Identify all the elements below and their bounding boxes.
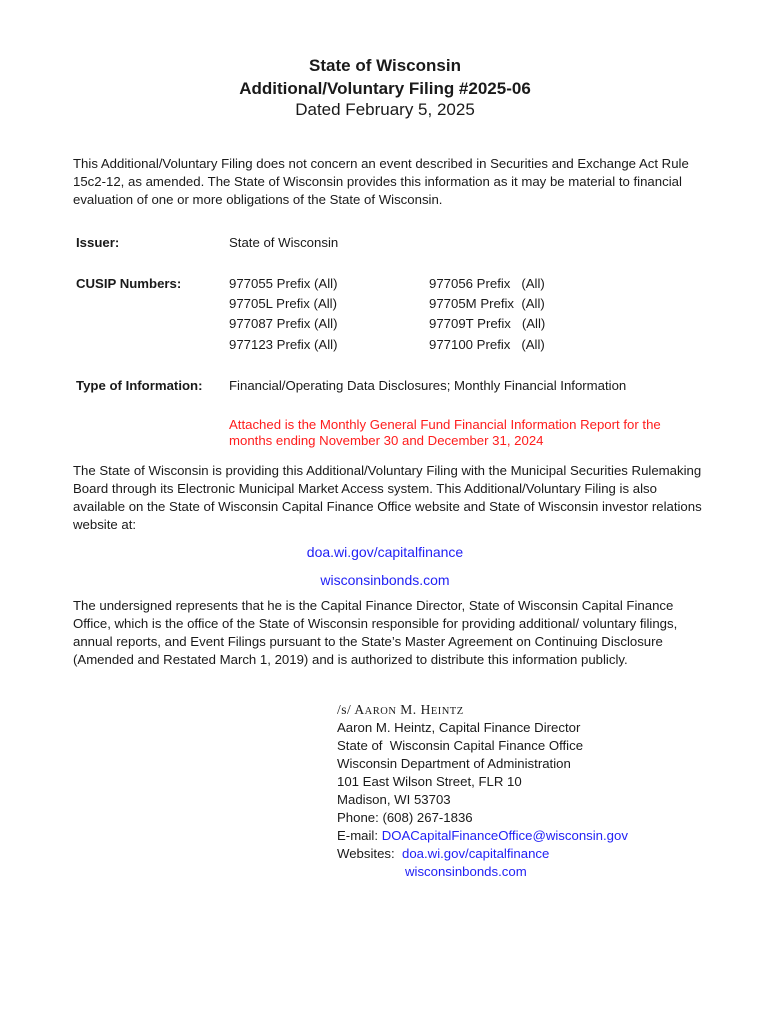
websites-line — [337, 845, 549, 863]
signature: /s/ AARON M. HEINTZ — [337, 702, 464, 717]
cusip-item: 977123 Prefix (All) — [229, 337, 338, 352]
email-label: E-mail: — [337, 828, 379, 843]
filing-number: Additional/Voluntary Filing #2025-06 — [239, 79, 531, 98]
cusip-item: 97705L Prefix (All) — [229, 296, 337, 311]
intro-paragraph: This Additional/Voluntary Filing does not concern an event described in Securities and Exchange Act Rule 15c2-12, as amended. The State of Wisconsin provides this information as it may be material to financial evaluation of one or more obligations of the State of Wisconsin. — [73, 156, 689, 207]
cusip-item: 97709T Prefix (All) — [429, 316, 546, 331]
email-line — [337, 827, 628, 845]
cusip-label: CUSIP Numbers: — [76, 276, 182, 291]
website-link-capital-finance[interactable]: doa.wi.gov/capitalfinance — [402, 846, 550, 861]
cusip-item: 977087 Prefix (All) — [229, 316, 338, 331]
cusip-item: 977100 Prefix (All) — [429, 337, 545, 352]
capital-finance-link[interactable]: doa.wi.gov/capitalfinance — [306, 544, 464, 560]
website-link-wisconsin-bonds[interactable]: wisconsinbonds.com — [405, 864, 527, 879]
type-of-information-label: Type of Information: — [76, 378, 203, 393]
filing-date: Dated February 5, 2025 — [295, 100, 475, 119]
signatory-title: Aaron M. Heintz, Capital Finance Director — [337, 720, 581, 735]
department-name: Wisconsin Department of Administration — [337, 756, 571, 771]
issuer-label: Issuer: — [76, 235, 120, 250]
email-link[interactable]: DOACapitalFinanceOffice@wisconsin.gov — [381, 828, 628, 843]
wisconsin-bonds-link[interactable]: wisconsinbonds.com — [320, 572, 450, 588]
representation-paragraph: The undersigned represents that he is the Capital Finance Director, State of Wisconsin Capital Finance Office, which is the office of the State of Wisconsin responsible for providing additional/ voluntary filings, annual reports, and Event Filings pursuant to the State’s Master Agreement on Continuing Disclosure (Amended and Restated March 1, 2019) and is authorized to distribute this information publicly. — [73, 598, 678, 667]
cusip-item: 977056 Prefix (All) — [429, 276, 545, 291]
office-name: State of Wisconsin Capital Finance Office — [337, 738, 584, 753]
cusip-item: 97705M Prefix (All) — [429, 296, 545, 311]
street-address: 101 East Wilson Street, FLR 10 — [337, 774, 522, 789]
websites-label: Websites: — [337, 846, 395, 861]
attachment-note: Attached is the Monthly General Fund Financial Information Report for the months ending November 30 and December 31, 2024 — [229, 417, 661, 448]
availability-paragraph: The State of Wisconsin is providing this Additional/Voluntary Filing with the Municipal Securities Rulemaking Board through its Electronic Municipal Market Access system. This Additional/Voluntary Filing is also available on the State of Wisconsin Capital Finance Office website and State of Wisconsin investor relations website at: — [73, 463, 702, 532]
type-of-information-value: Financial/Operating Data Disclosures; Monthly Financial Information — [229, 378, 627, 393]
document-title: State of Wisconsin — [309, 56, 461, 75]
city-state-zip: Madison, WI 53703 — [337, 792, 451, 807]
signature-prefix: /s/ — [337, 702, 352, 717]
issuer-value: State of Wisconsin — [229, 235, 339, 250]
cusip-item: 977055 Prefix (All) — [229, 276, 338, 291]
phone-number: Phone: (608) 267-1836 — [337, 810, 473, 825]
